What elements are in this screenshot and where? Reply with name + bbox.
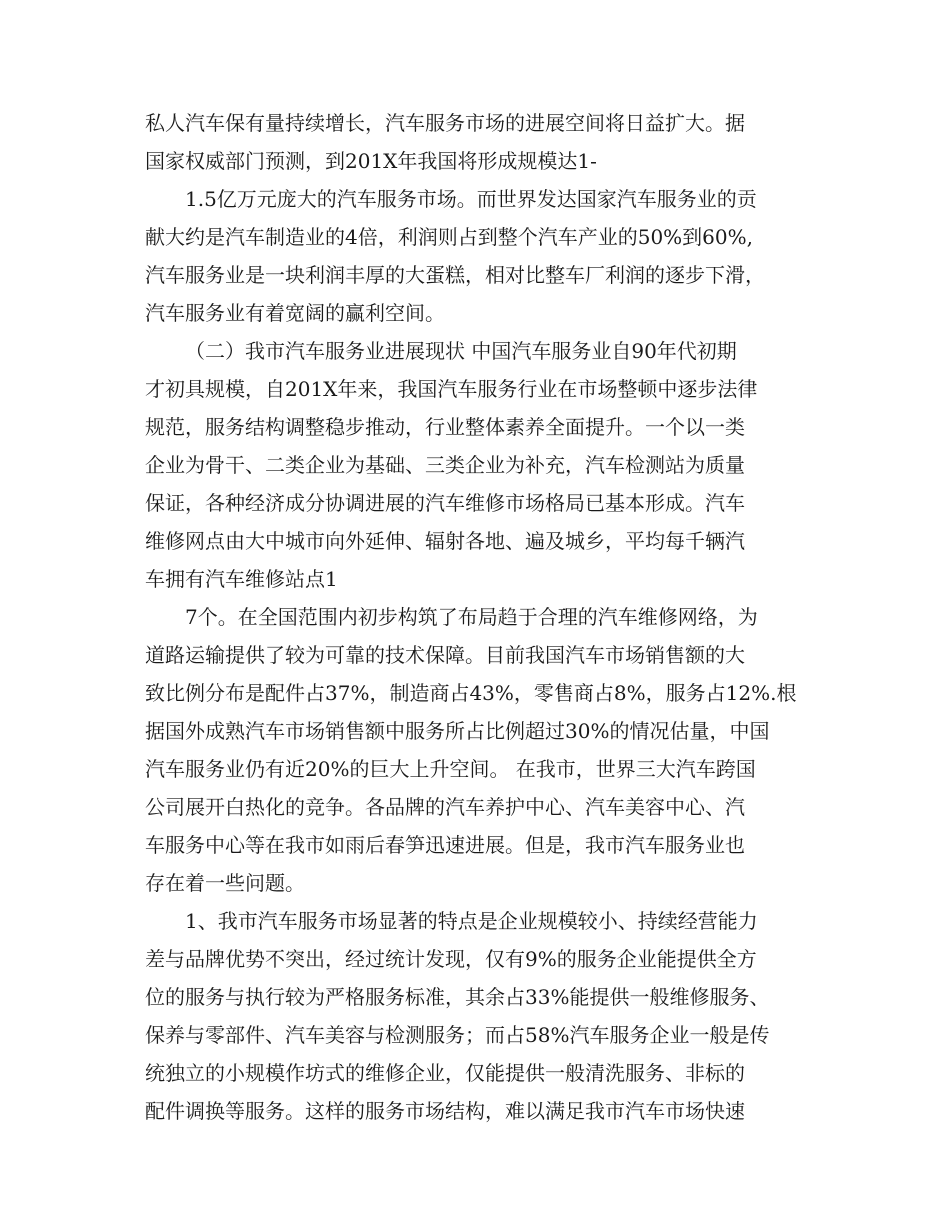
text-line: 1、我市汽车服务市场显著的特点是企业规模较小、持续经营能力 (185, 909, 758, 933)
text-line: 私人汽车保有量持续增长，汽车服务市场的进展空间将日益扩大。据 (145, 111, 745, 135)
text-line: 差与品牌优势不突出，经过统计发现，仅有9%的服务企业能提供全方 (145, 947, 757, 971)
text-line: 车服务中心等在我市如雨后春笋迅速进展。但是，我市汽车服务业也 (145, 833, 745, 857)
text-line: 献大约是汽车制造业的4倍，利润则占到整个汽车产业的50%到60%, (145, 225, 753, 249)
text-line: 公司展开白热化的竞争。各品牌的汽车养护中心、汽车美容中心、汽 (145, 795, 745, 819)
text-line: 位的服务与执行较为严格服务标准，其余占33%能提供一般维修服务、 (145, 985, 770, 1009)
section-heading-line: （二）我市汽车服务业进展现状 中国汽车服务业自90年代初期 (185, 339, 737, 363)
text-line: 配件调换等服务。这样的服务市场结构，难以满足我市汽车市场快速 (145, 1099, 745, 1123)
text-line: 汽车服务业仍有近20%的巨大上升空间。 在我市，世界三大汽车跨国 (145, 757, 756, 781)
text-line: 国家权威部门预测，到201X年我国将形成规模达1- (145, 149, 597, 173)
text-line: 7个。在全国范围内初步构筑了布局趋于合理的汽车维修网络，为 (185, 605, 758, 629)
text-line: 维修网点由大中城市向外延伸、辐射各地、遍及城乡，平均每千辆汽 (145, 529, 745, 553)
text-line: 规范，服务结构调整稳步推动，行业整体素养全面提升。一个以一类 (145, 415, 745, 439)
text-line: 汽车服务业有着宽阔的赢利空间。 (145, 301, 445, 325)
text-line: 才初具规模，自201X年来，我国汽车服务行业在市场整顿中逐步法律 (145, 377, 758, 401)
text-line: 统独立的小规模作坊式的维修企业，仅能提供一般清洗服务、非标的 (145, 1061, 745, 1085)
text-line: 汽车服务业是一块利润丰厚的大蛋糕，相对比整车厂利润的逐步下滑， (145, 263, 765, 287)
text-line: 企业为骨干、二类企业为基础、三类企业为补充，汽车检测站为质量 (145, 453, 745, 477)
text-line: 保证，各种经济成分协调进展的汽车维修市场格局已基本形成。汽车 (145, 491, 745, 515)
text-line: 车拥有汽车维修站点1 (145, 567, 338, 591)
text-line: 保养与零部件、汽车美容与检测服务；而占58%汽车服务企业一般是传 (145, 1023, 770, 1047)
text-line: 据国外成熟汽车市场销售额中服务所占比例超过30%的情况估量，中国 (145, 719, 770, 743)
text-line: 1.5亿万元庞大的汽车服务市场。而世界发达国家汽车服务业的贡 (185, 187, 757, 211)
text-line: 道路运输提供了较为可靠的技术保障。目前我国汽车市场销售额的大 (145, 643, 745, 667)
text-line: 存在着一些问题。 (145, 871, 305, 895)
text-line: 致比例分布是配件占37%，制造商占43%，零售商占8%，服务占12%.根 (145, 681, 797, 705)
